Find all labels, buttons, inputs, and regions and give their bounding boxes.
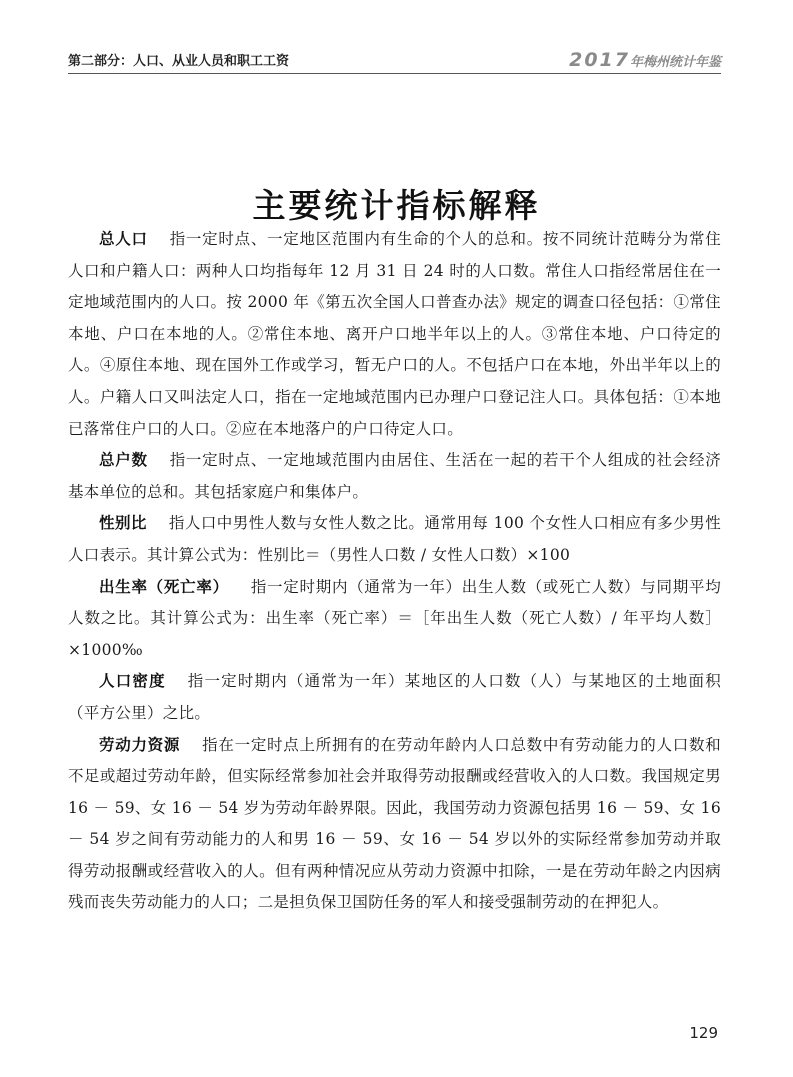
- definition-total-households: [68, 445, 721, 508]
- definition-labor-resources: [68, 730, 721, 920]
- definitions-body: [68, 224, 721, 919]
- definition-term: 劳动力资源: [99, 735, 181, 754]
- definition-text: 指人口中男性人数与女性人数之比。通常用每 100 个女性人口相应有多少男性人口表示。其计算公式为：性别比＝（男性人口数 / 女性人口数）×100: [68, 514, 721, 564]
- yearbook-year: 2017: [569, 49, 630, 71]
- definition-term: 总人口: [99, 230, 148, 248]
- definition-text: 指一定时期内（通常为一年）某地区的人口数（人）与某地区的土地面积（平方公里）之比。: [68, 672, 721, 722]
- definition-text: 指一定时点、一定地域范围内由居住、生活在一起的若干个人组成的社会经济基本单位的总和。其包括家庭户和集体户。: [68, 451, 721, 501]
- yearbook-title: [569, 49, 721, 71]
- definition-population-density: [68, 666, 721, 729]
- definition-term: 出生率（死亡率）: [99, 577, 229, 596]
- definition-term: 总户数: [99, 451, 148, 470]
- definition-text: 指一定时期内（通常为一年）出生人数（或死亡人数）与同期平均人数之比。其计算公式为：出生率（死亡率）＝［年出生人数（死亡人数）/ 年平均人数］×1000‰: [68, 577, 722, 659]
- header-divider: [68, 73, 721, 74]
- definition-text: 指一定时点、一定地区范围内有生命的个人的总和。按不同统计范畴分为常住人口和户籍人口：两种人口均指每年 12 月 31 日 24 时的人口数。常住人口指经常居住在一定地域范围内的人口。按 2000 年《第五次全国人口普查办法》规定的调查口径包括：①常住本地、户口在本地的人。②常住本地、离开户口地半年以上的人。③常住本地、户口待定的人。④原住本地、现在国外工作或学习，暂无户口的人。不包括户口在本地，外出半年以上的人。户籍人口又叫法定人口，指在一定地域范围内已办理户口登记注人口。具体包括：①本地已落常住户口的人口。②应在本地落户的户口待定人口。: [68, 230, 721, 438]
- definition-total-population: [68, 224, 721, 445]
- section-title: 第二部分：人口、从业人员和职工工资: [68, 54, 290, 69]
- definition-term: 人口密度: [99, 672, 166, 691]
- definition-sex-ratio: [68, 508, 721, 571]
- page-number: 129: [689, 1024, 718, 1042]
- definition-term: 性别比: [99, 514, 147, 533]
- definition-birth-death-rate: [68, 572, 721, 667]
- definition-text: 指在一定时点上所拥有的在劳动年龄内人口总数中有劳动能力的人口数和不足或超过劳动年龄，但实际经常参加社会并取得劳动报酬或经营收入的人口数。我国规定男 16 － 59、女 16 － 54 岁为劳动年龄界限。因此，我国劳动力资源包括男 16 － 59、女 16 － 54 岁之间有劳动能力的人和男 16 － 59、女 16 － 54 岁以外的实际经常参加劳动并取得劳动报酬或经营收入的人。但有两种情况应从劳动力资源中扣除，一是在劳动年龄之内因病残而丧失劳动能力的人口；二是担负保卫国防任务的军人和接受强制劳动的在押犯人。: [68, 735, 721, 912]
- running-header: [68, 48, 721, 74]
- yearbook-name: 年梅州统计年鉴: [629, 55, 721, 70]
- page-title: 主要统计指标解释: [252, 186, 541, 226]
